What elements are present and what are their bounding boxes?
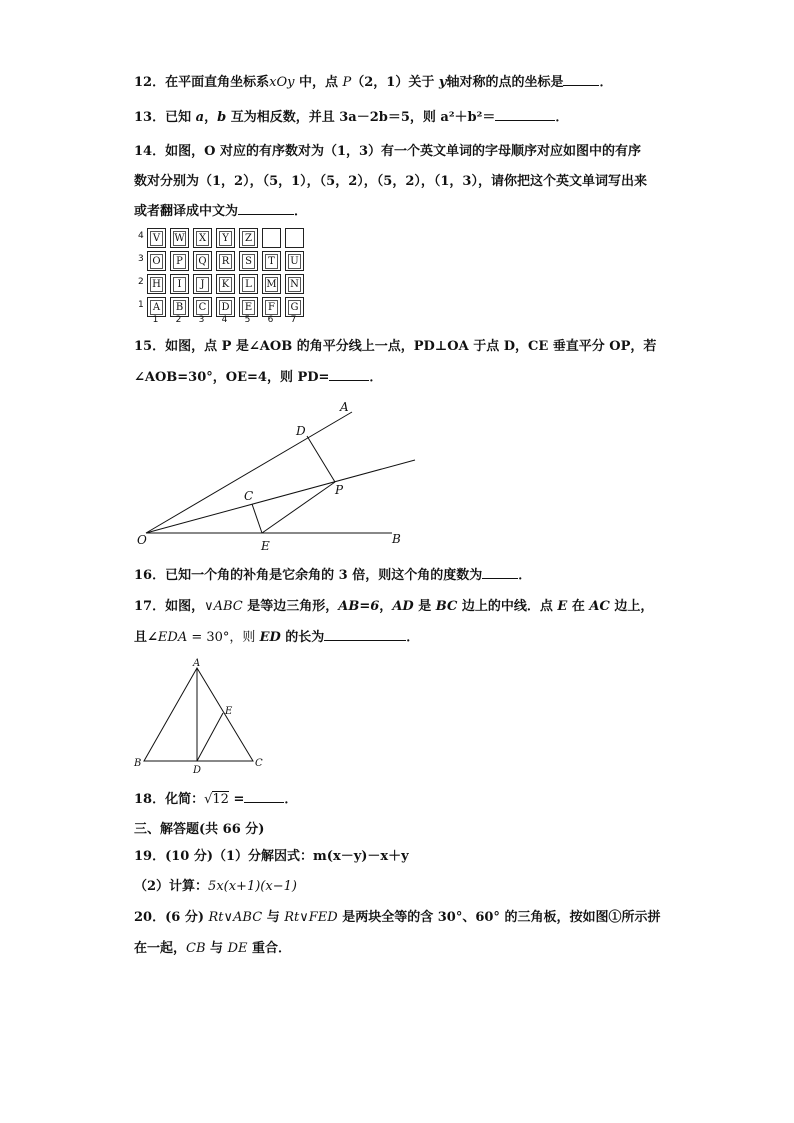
label-b: B: [392, 532, 401, 546]
grid-letter: U: [288, 254, 301, 269]
q20-text-1c: 是两块全等的含 30°、60° 的三角板，按如图①所示拼: [337, 910, 661, 925]
segment-ce: [252, 504, 262, 533]
q17-ac: AC: [589, 599, 610, 614]
grid-letter: K: [219, 277, 232, 292]
grid-letter: H: [150, 277, 163, 292]
q17-text-1e: 边上的中线．点: [457, 599, 558, 614]
triangle-abc: [144, 668, 253, 761]
label-p: P: [335, 483, 344, 497]
grid-row-label: 4: [138, 231, 144, 241]
q17-ab: AB=6: [338, 599, 380, 614]
label-e: E: [261, 539, 270, 553]
q12-text-2: 中，点: [294, 75, 343, 90]
q18-end: ．: [284, 792, 298, 807]
grid-row-label: 1: [138, 300, 144, 310]
q17-triangle: ∨ABC: [204, 599, 243, 614]
q17-text-2c: 的长为: [280, 630, 325, 645]
q20-text-2b: 与: [205, 941, 228, 956]
q18-answer-blank[interactable]: [244, 790, 284, 803]
q17-end: ．: [406, 630, 420, 645]
grid-letter: A: [150, 300, 163, 315]
grid-letter: Y: [219, 231, 232, 246]
q17-text-1g: 边上，: [609, 599, 654, 614]
question-16: [134, 566, 531, 586]
q14-line-1: 14．如图，O 对应的有序数对为（1，3）有一个英文单词的字母顺序对应如图中的有序: [134, 144, 642, 159]
grid-letter: W: [174, 233, 185, 244]
grid-letter: E: [242, 300, 255, 315]
label-tri-a: A: [193, 658, 201, 669]
segment-pd: [307, 436, 335, 482]
grid-letter: L: [242, 277, 255, 292]
q17-line-2: [134, 628, 419, 648]
q17-e: E: [557, 599, 568, 614]
q16-text: 16．已知一个角的补角是它余角的 3 倍，则这个角的度数为: [134, 568, 483, 583]
q18-text: 18．化简：: [134, 792, 205, 807]
grid-row-label: 3: [138, 254, 144, 264]
q17-answer-blank[interactable]: [324, 628, 406, 641]
grid-col-label: 6: [267, 315, 274, 325]
q17-text-2a: 且∠: [134, 630, 158, 645]
q13-number: 13．: [134, 110, 166, 125]
grid-col-label: 3: [198, 315, 205, 325]
q15-text-2a: ∠AOB=30°，OE=4，则 PD=: [134, 370, 330, 385]
grid-letter: I: [173, 277, 186, 292]
q17-text-1c: ，: [379, 599, 393, 614]
question-18: [134, 790, 297, 810]
q17-text-1d: 是: [413, 599, 436, 614]
grid-letter: N: [288, 277, 301, 292]
grid-letter: R: [219, 254, 232, 269]
q12-y: y: [438, 75, 447, 90]
q20-line-2: [134, 939, 291, 959]
label-o: O: [137, 533, 147, 547]
q17-eda: EDA: [157, 630, 188, 645]
q12-end: ．: [599, 75, 613, 90]
grid-col-label: 2: [175, 315, 182, 325]
label-tri-b: B: [134, 758, 142, 769]
q20-text-2a: 在一起，: [134, 941, 187, 956]
grid-col-label: 4: [221, 315, 228, 325]
q19-line-1: 19．(10 分)（1）分解因式：m(x－y)－x＋y: [134, 849, 409, 864]
grid-letter: T: [265, 254, 278, 269]
q13-a: a: [195, 110, 205, 125]
grid-letter: F: [265, 300, 278, 315]
label-c: C: [244, 489, 254, 503]
label-tri-c: C: [255, 758, 263, 769]
q20-text-1a: 20．(6 分): [134, 910, 209, 925]
q14-end: ．: [294, 204, 308, 219]
segment-de: [197, 713, 223, 761]
q16-answer-blank[interactable]: [482, 566, 518, 579]
q13-text-4: ，则: [409, 110, 441, 125]
grid-letter: Z: [242, 231, 255, 246]
q17-ad: AD: [392, 599, 414, 614]
q12-point-p: P: [342, 75, 352, 90]
grid-letter: P: [173, 254, 186, 269]
grid-letter: X: [196, 231, 209, 246]
q19-expression: 5x(x+1)(x−1): [208, 879, 297, 894]
q20-text-2c: 重合．: [247, 941, 292, 956]
q13-equation: 3a－2b＝5: [339, 110, 410, 125]
grid-letter: G: [288, 300, 301, 315]
ray-oa: [146, 412, 352, 533]
q17-text-2b: = 30°，则: [187, 630, 260, 645]
sqrt-symbol: √: [204, 792, 213, 807]
q20-text-1b: 与: [262, 910, 285, 925]
q14-line-2: 数对分别为（1，2），（5，1），（5，2），（5，2），（1，3），请你把这个英文单词写出来: [134, 174, 647, 189]
q17-line-1: [134, 597, 653, 617]
q12-xoy: xOy: [269, 75, 295, 90]
q14-text-3a: 或者翻译成中文为: [134, 204, 239, 219]
label-tri-e: E: [225, 706, 233, 717]
q13-text-2: ，: [204, 110, 218, 125]
q13-expression: a²＋b²＝: [440, 110, 496, 125]
grid-letter: D: [219, 300, 232, 315]
grid-letter: Q: [196, 254, 209, 269]
segment-ep: [262, 482, 335, 533]
q20-rt-fed: Rt∨FED: [284, 910, 338, 925]
grid-letter: B: [173, 300, 186, 315]
label-a: A: [340, 400, 349, 414]
q20-cb: CB: [186, 941, 206, 956]
ray-op: [146, 460, 415, 533]
grid-col-label: 5: [244, 315, 251, 325]
q12-text-3: （2，1）关于: [351, 75, 439, 90]
q20-line-1: [134, 908, 660, 928]
q12-text-4: 轴对称的点的坐标是: [446, 75, 564, 90]
q17-ed: ED: [259, 630, 281, 645]
q12-number: 12．: [134, 75, 166, 90]
q12-text-1: 在平面直角坐标系: [165, 75, 270, 90]
grid-letter: J: [196, 277, 209, 292]
q19-text-2a: （2）计算：: [134, 879, 209, 894]
q13-end: ．: [555, 110, 569, 125]
q18-equals: =: [228, 792, 245, 807]
grid-letter: C: [196, 300, 209, 315]
q13-b: b: [217, 110, 227, 125]
q17-text-1f: 在: [567, 599, 590, 614]
q15-end: ．: [369, 370, 383, 385]
q17-text-1a: 17．如图，: [134, 599, 205, 614]
grid-row-label: 2: [138, 277, 144, 287]
label-tri-d: D: [193, 765, 202, 776]
q16-end: ．: [518, 568, 532, 583]
q20-de: DE: [227, 941, 248, 956]
grid-letter: V: [150, 231, 163, 246]
grid-letter: M: [266, 279, 277, 290]
q20-rt-abc: Rt∨ABC: [208, 910, 263, 925]
q17-bc: BC: [435, 599, 458, 614]
q15-line-1: 15．如图，点 P 是∠AOB 的角平分线上一点，PD⊥OA 于点 D，CE 垂直平分 OP，若: [134, 339, 657, 354]
q17-text-1b: 是等边三角形，: [242, 599, 339, 614]
q13-text-3: 互为相反数，并且: [226, 110, 340, 125]
label-d: D: [296, 424, 306, 438]
q18-radicand: 12: [212, 792, 229, 807]
grid-letter: S: [242, 254, 255, 269]
grid-col-label: 1: [152, 315, 159, 325]
section-3-heading: 三、解答题(共 66 分): [134, 822, 265, 837]
grid-col-label: 7: [290, 315, 297, 325]
q19-line-2: [134, 877, 297, 897]
q13-text-1: 已知: [165, 110, 196, 125]
grid-letter: O: [150, 254, 163, 269]
